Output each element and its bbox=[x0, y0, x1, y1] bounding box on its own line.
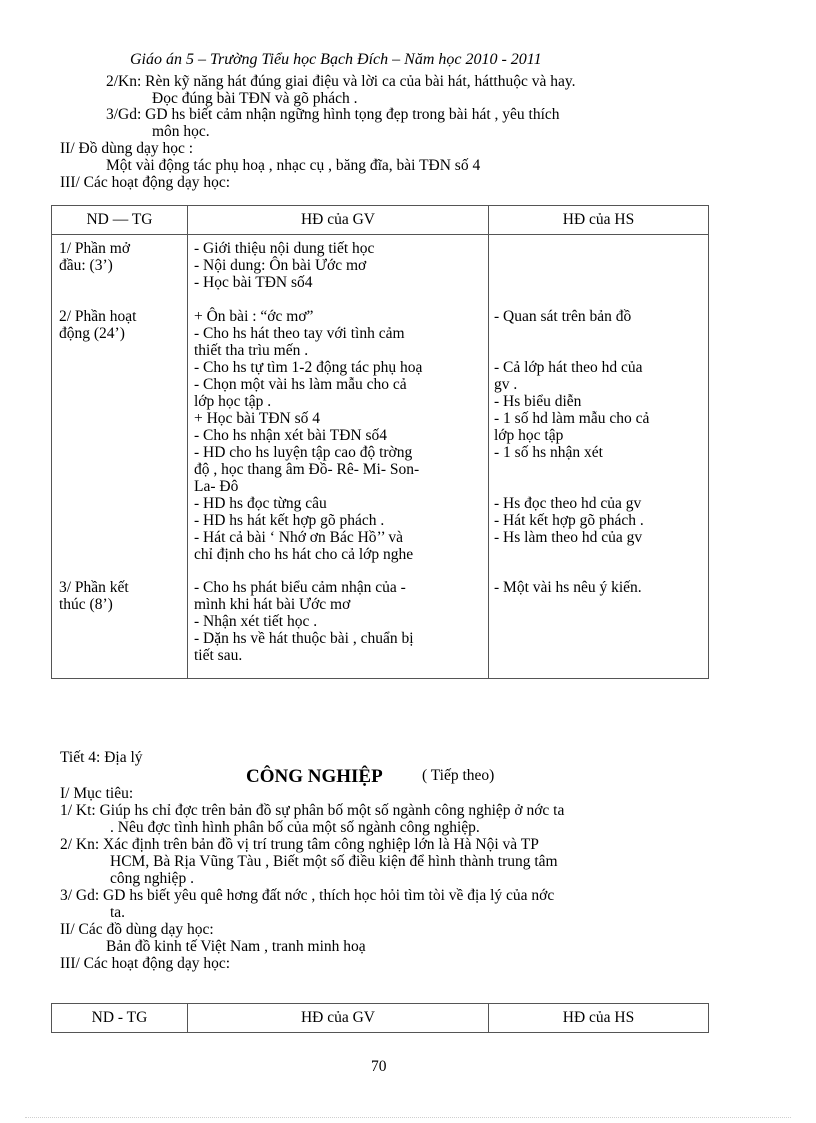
hs-column bbox=[489, 235, 709, 679]
geography-activities-table bbox=[51, 1003, 709, 1033]
activities-heading: III/ Các hoạt động dạy học: bbox=[60, 955, 231, 972]
hs-line: - Hs biểu diễn bbox=[494, 393, 582, 410]
page-bottom-divider bbox=[25, 1117, 791, 1118]
gv-line: - HD hs đọc từng câu bbox=[194, 495, 327, 512]
gv-line: - Cho hs tự tìm 1-2 động tác phụ hoạ bbox=[194, 359, 423, 376]
lesson-label: Tiết 4: Địa lý bbox=[60, 749, 143, 766]
table-header-row bbox=[52, 206, 709, 235]
gv-line: - HD cho hs luyện tập cao độ trờng bbox=[194, 444, 413, 461]
gv-line: độ , học thang âm Đồ- Rê- Mi- Son- bbox=[194, 461, 420, 478]
music-activities-table bbox=[51, 205, 709, 679]
hs-line: - 1 số hs nhận xét bbox=[494, 444, 603, 461]
objective-education-cont: môn học. bbox=[152, 123, 210, 140]
gv-column bbox=[188, 235, 489, 679]
objective-skill: 2/ Kn: Xác định trên bản đồ vị trí trung tâm công nghiệp lớn là Hà Nội và TP bbox=[60, 836, 539, 853]
hs-line: lớp học tập bbox=[494, 427, 564, 444]
gv-line: thiết tha trìu mến . bbox=[194, 342, 309, 359]
objective-knowledge-cont: . Nêu đợc tình hình phân bố của một số ngành công nghiệp. bbox=[110, 819, 480, 836]
gv-line: - Hát cả bài ‘ Nhớ ơn Bác Hồ’’ và bbox=[194, 529, 404, 546]
objective-skill-cont: Đọc đúng bài TĐN và gõ phách . bbox=[152, 90, 358, 107]
gv-line: - Giới thiệu nội dung tiết học bbox=[194, 240, 375, 257]
header-teacher-activity: HĐ của GV bbox=[188, 1004, 489, 1033]
header-teacher-activity: HĐ của GV bbox=[188, 206, 489, 235]
hs-line: - Quan sát trên bản đồ bbox=[494, 308, 632, 325]
objective-education: 3/Gd: GD hs biết cảm nhận ngững hình tọng đẹp trong bài hát , yêu thích bbox=[106, 106, 560, 123]
gv-line: - Cho hs phát biểu cảm nhận của - bbox=[194, 579, 406, 596]
row1-nd-line1: 1/ Phần mở bbox=[59, 240, 131, 257]
lesson-title: CÔNG NGHIỆP bbox=[246, 766, 383, 787]
gv-line: - Học bài TĐN số4 bbox=[194, 274, 313, 291]
row3-nd-line2: thúc (8’) bbox=[59, 596, 113, 613]
hs-line: - Hs đọc theo hd của gv bbox=[494, 495, 642, 512]
row2-nd-line1: 2/ Phần hoạt bbox=[59, 308, 137, 325]
objective-knowledge: 1/ Kt: Giúp hs chỉ đợc trên bản đồ sự phân bố một số ngành công nghiệp ở nớc ta bbox=[60, 802, 565, 819]
row1-nd-line2: đầu: (3’) bbox=[59, 257, 113, 274]
table-row bbox=[52, 235, 709, 679]
materials-heading: II/ Các đồ dùng dạy học: bbox=[60, 921, 214, 938]
gv-line: + Học bài TĐN số 4 bbox=[194, 410, 320, 427]
hs-line: - Hát kết hợp gõ phách . bbox=[494, 512, 644, 529]
gv-line: + Ôn bài : “ớc mơ” bbox=[194, 308, 314, 325]
gv-line: - HD hs hát kết hợp gõ phách . bbox=[194, 512, 385, 529]
objectives-heading: I/ Mục tiêu: bbox=[60, 785, 134, 802]
activities-heading: III/ Các hoạt động dạy học: bbox=[60, 174, 231, 191]
row3-nd-line1: 3/ Phần kết bbox=[59, 579, 129, 596]
gv-line: mình khi hát bài Ước mơ bbox=[194, 596, 351, 613]
gv-line: - Nội dung: Ôn bài Ước mơ bbox=[194, 257, 367, 274]
nd-column bbox=[52, 235, 188, 679]
objective-education: 3/ Gd: GD hs biết yêu quê hơng đất nớc , thích học hỏi tìm tòi về địa lý của nớc bbox=[60, 887, 555, 904]
gv-line: - Cho hs nhận xét bài TĐN số4 bbox=[194, 427, 388, 444]
header-nd-tg: ND - TG bbox=[52, 1004, 188, 1033]
objective-skill-cont: HCM, Bà Rịa Vũng Tàu , Biết một số điều kiện để hình thành trung tâm bbox=[110, 853, 558, 870]
gv-line: La- Đô bbox=[194, 478, 239, 495]
gv-line: - Nhận xét tiết học . bbox=[194, 613, 318, 630]
gv-line: - Dặn hs về hát thuộc bài , chuẩn bị bbox=[194, 630, 414, 647]
row2-nd-line2: động (24’) bbox=[59, 325, 125, 342]
gv-line: chỉ định cho hs hát cho cả lớp nghe bbox=[194, 546, 414, 563]
table-header-row bbox=[52, 1004, 709, 1033]
materials-heading: II/ Đồ dùng dạy học : bbox=[60, 140, 194, 157]
objective-skill: 2/Kn: Rèn kỹ năng hát đúng giai điệu và lời ca của bài hát, hátthuộc và hay. bbox=[106, 73, 576, 90]
materials-text: Một vài động tác phụ hoạ , nhạc cụ , băng đĩa, bài TĐN số 4 bbox=[106, 157, 481, 174]
hs-line: - Một vài hs nêu ý kiến. bbox=[494, 579, 642, 596]
hs-line: - 1 số hd làm mẫu cho cả bbox=[494, 410, 650, 427]
gv-line: tiết sau. bbox=[194, 647, 243, 664]
hs-line: - Cả lớp hát theo hd của bbox=[494, 359, 643, 376]
hs-line: gv . bbox=[494, 376, 518, 393]
header-nd-tg: ND — TG bbox=[52, 206, 188, 235]
materials-text: Bản đồ kinh tế Việt Nam , tranh minh hoạ bbox=[106, 938, 366, 955]
objective-skill-cont: công nghiệp . bbox=[110, 870, 194, 887]
page-header: Giáo án 5 – Trường Tiểu học Bạch Đích – Năm học 2010 - 2011 bbox=[130, 51, 542, 68]
gv-line: - Cho hs hát theo tay với tình cảm bbox=[194, 325, 405, 342]
header-student-activity: HĐ của HS bbox=[489, 206, 709, 235]
objective-education-cont: ta. bbox=[110, 904, 126, 921]
page-number: 70 bbox=[371, 1058, 387, 1075]
gv-line: lớp học tập . bbox=[194, 393, 272, 410]
lesson-subtitle: ( Tiếp theo) bbox=[422, 767, 495, 784]
hs-line: - Hs làm theo hd của gv bbox=[494, 529, 643, 546]
header-student-activity: HĐ của HS bbox=[489, 1004, 709, 1033]
gv-line: - Chọn một vài hs làm mẫu cho cả bbox=[194, 376, 407, 393]
